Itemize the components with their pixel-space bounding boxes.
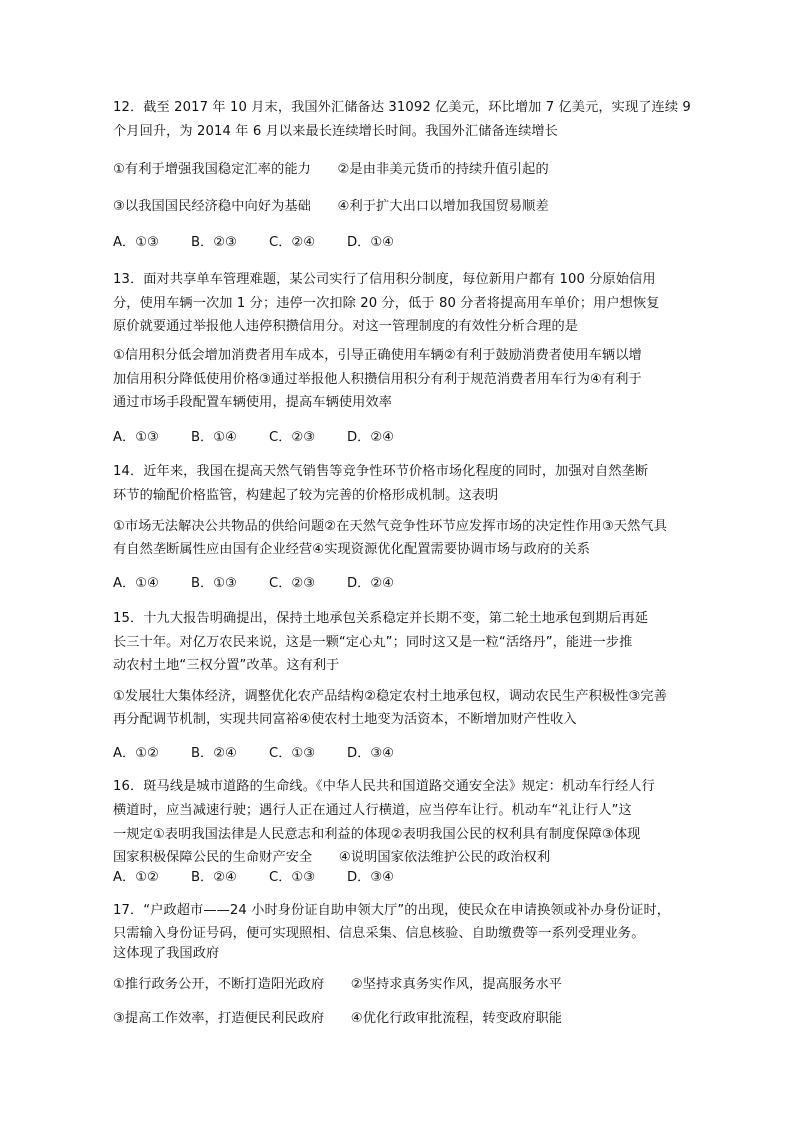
q15-option-d[interactable]: D．③④ [347,746,394,761]
q12-option-c[interactable]: C．②④ [269,235,316,250]
q16-stem-line-1: 16．斑马线是城市道路的生命线。《中华人民共和国道路交通安全法》规定：机动车行经人行 [113,779,655,794]
q12-statement-line-1: ①有利于增强我国稳定汇率的能力 ②是由非美元货币的持续升值引起的 [113,162,549,177]
q12-statement-line-2: ③以我国国民经济稳中向好为基础 ④利于扩大出口以增加我国贸易顺差 [113,199,549,214]
q16-options [113,870,417,886]
q12-option-b[interactable]: B．②③ [191,235,237,250]
q17-stem-line-3: 这体现了我国政府 [113,946,220,961]
q12-stem-line-1: 12．截至 2017 年 10 月末，我国外汇储备达 31092 亿美元，环比增加 7 亿美元，实现了连续 9 [113,100,691,115]
q14-option-b[interactable]: B．①③ [191,576,237,591]
q15-stem-line-3: 动农村土地“三权分置”改革。这有利于 [113,658,340,673]
q16-option-d[interactable]: D．③④ [347,870,394,885]
q17-stem-line-2: 只需输入身份证号码，便可实现照相、信息采集、信息核验、自助缴费等一系列受理业务。 [113,926,645,941]
q14-statement-line-2: 有自然垄断属性应由国有企业经营④实现资源优化配置需要协调市场与政府的关系 [113,542,590,557]
q13-statement-line-3: 通过市场手段配置车辆使用，提高车辆使用效率 [113,395,393,410]
q15-stem-line-2: 长三十年。对亿万农民来说，这是一颗“定心丸”；同时这又是一粒“活络丹”，能进一步推 [113,635,633,650]
q13-options [113,430,417,446]
q15-option-a[interactable]: A．①② [113,746,159,761]
q12-options [113,235,417,251]
q13-stem-line-2: 分，使用车辆一次加 1 分；违停一次扣除 20 分，低于 80 分者将提高用车单价；用户想恢复 [113,296,660,311]
q15-statement-line-1: ①发展壮大集体经济，调整优化农产品结构②稳定农村土地承包权，调动农民生产积极性③完善 [113,689,667,704]
q15-option-c[interactable]: C．①③ [269,746,316,761]
q13-statement-line-1: ①信用积分低会增加消费者用车成本，引导正确使用车辆②有利于鼓励消费者使用车辆以增 [113,348,642,363]
q14-statement-line-1: ①市场无法解决公共物品的供给问题②在天然气竞争性环节应发挥市场的决定性作用③天然气具 [113,519,667,534]
q14-option-c[interactable]: C．②③ [269,576,316,591]
q13-statement-line-2: 加信用积分降低使用价格③通过举报他人积攒信用积分有利于规范消费者用车行为④有利于 [113,372,642,387]
q13-option-a[interactable]: A．①③ [113,430,159,445]
q17-statement-line-2: ③提高工作效率，打造便民利民政府 ④优化行政审批流程，转变政府职能 [113,1011,563,1026]
q14-option-a[interactable]: A．①④ [113,576,159,591]
q17-statement-line-1: ①推行政务公开，不断打造阳光政府 ②坚持求真务实作风，提高服务水平 [113,977,563,992]
q14-options [113,576,417,592]
q14-stem-line-2: 环节的输配价格监管，构建起了较为完善的价格形成机制。这表明 [113,488,499,503]
q16-option-a[interactable]: A．①② [113,870,159,885]
q13-option-c[interactable]: C．②③ [269,430,316,445]
q17-stem-line-1: 17．“户政超市——24 小时身份证自助申领大厅”的出现，使民众在申请换领或补办身份证时， [113,903,671,918]
q16-option-c[interactable]: C．①③ [269,870,316,885]
q15-option-b[interactable]: B．②④ [191,746,237,761]
q12-stem-line-2: 个月回升，为 2014 年 6 月以来最长连续增长时间。我国外汇储备连续增长 [113,124,558,139]
q16-stem-line-3: 一规定①表明我国法律是人民意志和利益的体现②表明我国公民的权利具有制度保障③体现 [113,827,641,842]
q16-stem-line-2: 横道时，应当减速行驶；遇行人正在通过人行横道，应当停车让行。机动车“礼让行人”这 [113,803,632,818]
q15-options [113,746,417,762]
q15-stem-line-1: 15．十九大报告明确提出，保持土地承包关系稳定并长期不变，第二轮土地承包到期后再延 [113,611,649,626]
q15-statement-line-2: 再分配调节机制，实现共同富裕④使农村土地变为活资本，不断增加财产性收入 [113,712,577,727]
q14-stem-line-1: 14．近年来，我国在提高天然气销售等竞争性环节价格市场化程度的同时，加强对自然垄断 [113,464,649,479]
q13-stem-line-3: 原价就要通过举报他人违停积攒信用分。对这一管理制度的有效性分析合理的是 [113,319,579,334]
q16-stem-line-4: 国家积极保障公民的生命财产安全 ④说明国家依法维护公民的政治权利 [113,850,551,865]
q14-option-d[interactable]: D．②④ [347,576,394,591]
q13-option-d[interactable]: D．②④ [347,430,394,445]
q12-option-a[interactable]: A．①③ [113,235,159,250]
q16-option-b[interactable]: B．②④ [191,870,237,885]
q12-option-d[interactable]: D．①④ [347,235,394,250]
q13-stem-line-1: 13．面对共享单车管理难题，某公司实行了信用积分制度，每位新用户都有 100 分原始信用 [113,272,656,287]
q13-option-b[interactable]: B．①④ [191,430,237,445]
